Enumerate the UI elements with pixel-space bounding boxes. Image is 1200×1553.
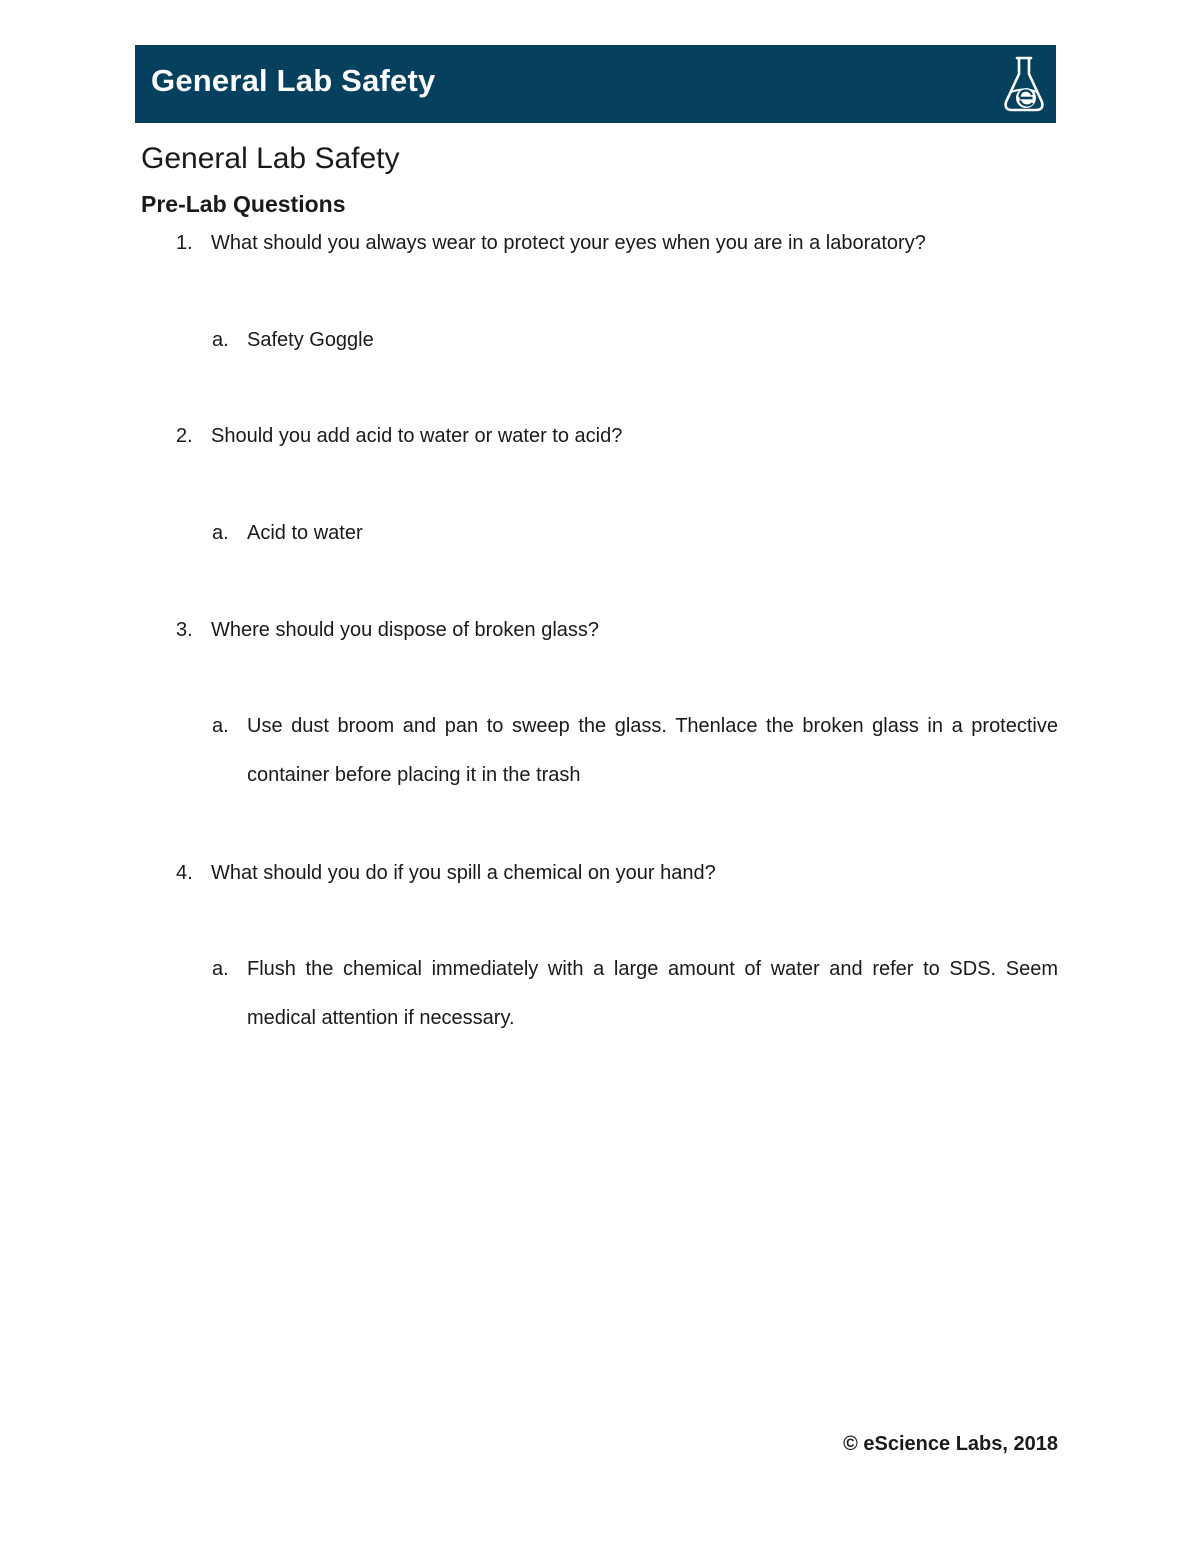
question-3 [176, 618, 599, 642]
answer-letter: a. [212, 958, 229, 980]
question-number: 2. [176, 425, 193, 447]
answer-1 [212, 316, 1058, 365]
banner-title: General Lab Safety [151, 63, 436, 98]
answer-letter: a. [212, 329, 229, 351]
question-number: 3. [176, 619, 193, 641]
answer-2 [212, 509, 1058, 558]
flask-e-logo-icon [1000, 54, 1048, 114]
question-1 [176, 231, 926, 255]
document-title: General Lab Safety [141, 142, 400, 175]
answer-4 [212, 945, 1058, 1043]
header-banner [135, 45, 1056, 123]
answer-text: Acid to water [247, 522, 363, 544]
question-text: What should you always wear to protect your eyes when you are in a laboratory? [211, 232, 926, 254]
question-number: 1. [176, 232, 193, 254]
question-text: Where should you dispose of broken glass? [211, 619, 600, 641]
question-4 [176, 861, 716, 885]
answer-3 [212, 702, 1058, 800]
question-text: Should you add acid to water or water to acid? [211, 425, 623, 447]
question-number: 4. [176, 862, 193, 884]
answer-text: Use dust broom and pan to sweep the glass. Thenlace the broken glass in a protective container before placing it in the trash [247, 715, 1058, 786]
answer-text: Flush the chemical immediately with a large amount of water and refer to SDS. Seem medical attention if necessary. [247, 958, 1058, 1029]
answer-letter: a. [212, 522, 229, 544]
section-heading: Pre-Lab Questions [141, 191, 346, 217]
answer-letter: a. [212, 715, 229, 737]
question-text: What should you do if you spill a chemical on your hand? [211, 862, 716, 884]
answer-text: Safety Goggle [247, 329, 374, 351]
question-2 [176, 424, 622, 448]
copyright-footer: © eScience Labs, 2018 [843, 1433, 1058, 1455]
